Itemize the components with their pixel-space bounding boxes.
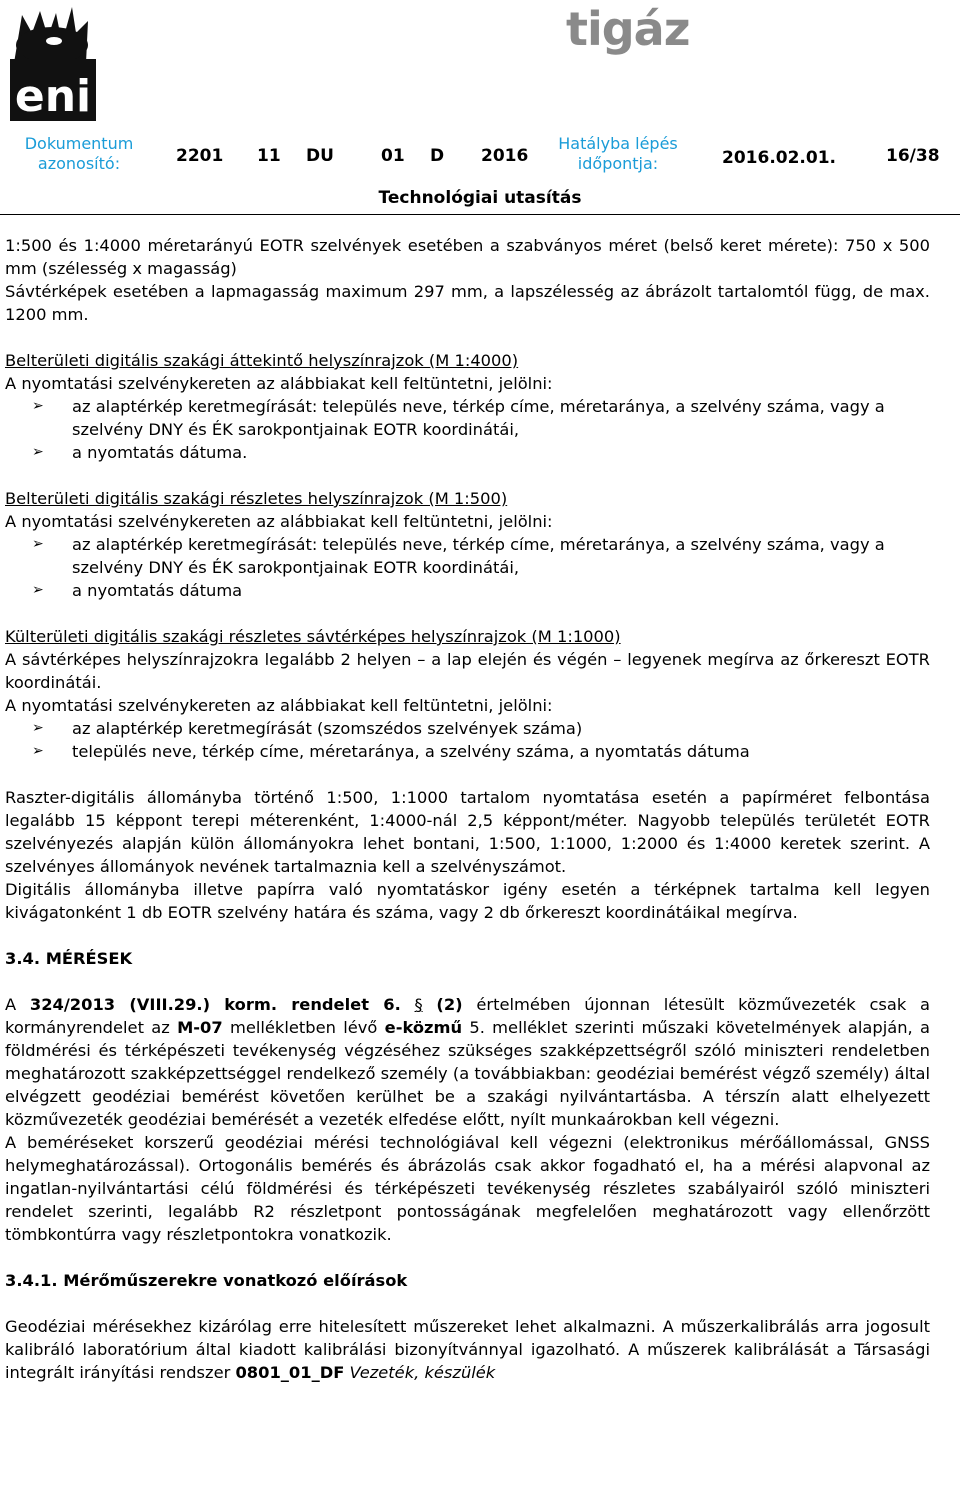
doc-id-part-5: D <box>430 146 445 166</box>
document-body <box>5 234 930 1384</box>
paragraph-regulation: A 324/2013 (VIII.29.) korm. rendelet 6. § (2) értelmében újonnan létesült közművezeték csak a kormányrendelet az M-07 mellékletben lévő e-közmű 5. melléklet szerinti műszaki követelmények alapján, a földmérési és térképészeti tevékenység végzéséhez szükséges szakképzettségről szóló miniszteri rendeletben meghatározott szakképzettséggel rendelkező személy (a továbbiakban: geodéziai bemérést végző személy) által elvégzett geodéziai bemérést követően kerülhet be a szakági nyilvántartásba. A térszín alatt elhelyezett közművezeték geodéziai bemérését a vezeték elfedése előtt, nyílt munkaárokban kell végezni. <box>5 995 930 1129</box>
tigaz-logo: tigáz <box>566 2 690 56</box>
doc-id-label: Dokumentum azonosító: <box>24 134 134 173</box>
eni-logo-text: eni <box>14 71 92 121</box>
page-number: 16/38 <box>886 146 940 166</box>
arrow-bullet-icon: ➢ <box>32 582 44 598</box>
section-intro-outer: A nyomtatási szelvénykereten az alábbiakat kell feltüntetni, jelölni: <box>5 696 553 715</box>
arrow-bullet-icon: ➢ <box>32 743 44 759</box>
list-overview <box>5 395 930 464</box>
list-item: ➢ település neve, térkép címe, méretaránya, a szelvény száma, a nyomtatás dátuma <box>32 742 750 761</box>
paragraph-frame-size: 1:500 és 1:4000 méretarányú EOTR szelvények esetében a szabványos méret (belső keret mérete): 750 x 500 mm (szélesség x magasság) <box>5 236 930 278</box>
doc-id-part-2: 11 <box>257 146 281 166</box>
section-title-overview: Belterületi digitális szakági áttekintő helyszínrajzok (M 1:4000) <box>5 351 519 370</box>
list-item: ➢ az alaptérkép keretmegírását (szomszédos szelvények száma) <box>32 719 583 738</box>
heading-instruments: 3.4.1. Mérőműszerekre vonatkozó előírások <box>5 1271 408 1290</box>
list-item: ➢ a nyomtatás dátuma. <box>32 443 248 462</box>
doc-id-part-4: 01 <box>381 146 405 166</box>
section-title-outer: Külterületi digitális szakági részletes sávtérképes helyszínrajzok (M 1:1000) <box>5 627 621 646</box>
paragraph-technology: A beméréseket korszerű geodéziai mérési technológiával kell végezni (elektronikus mérőállomással, GNSS helymeghatározással). Ortogonális bemérés és ábrázolás csak akkor fogadható el, ha a mérési alapvonal az ingatlan-nyilvántartási célú földmérési és térképészeti tevékenység részletes szabályairól szóló miniszteri rendelet szerinti, legalább R2 részletpont pontosságának megfelelően meghatározott vagy ellenőrzött tömbkontúrra vagy részletpontokra vonatkozik. <box>5 1133 930 1244</box>
section-intro-detailed: A nyomtatási szelvénykereten az alábbiakat kell feltüntetni, jelölni: <box>5 512 553 531</box>
doc-id-part-6: 2016 <box>481 146 529 166</box>
section-title-detailed: Belterületi digitális szakági részletes helyszínrajzok (M 1:500) <box>5 489 508 508</box>
arrow-bullet-icon: ➢ <box>32 720 44 736</box>
paragraph-strip-map: Sávtérképek esetében a lapmagasság maximum 297 mm, a lapszélesség az ábrázolt tartalomtól függ, de max. 1200 mm. <box>5 282 930 324</box>
list-item: ➢ a nyomtatás dátuma <box>32 581 243 600</box>
header-rule <box>0 214 960 215</box>
arrow-bullet-icon: ➢ <box>32 398 44 414</box>
list-outer <box>5 717 930 763</box>
paragraph-raster: Raszter-digitális állományba történő 1:500, 1:1000 tartalom nyomtatása esetén a papírméret felbontása legalább 15 képpont terepi méterenként, 1:4000-nál 2,5 képpont/méter. Nagyobb település területét EOTR szelvényezés alapján külön állományokra lehet bontani, 1:500, 1:1000, 1:2000 és 1:4000 keretek szerint. A szelvényes állományok nevének tartalmaznia kell a szelvényszámot. <box>5 788 930 876</box>
doc-id-part-3: DU <box>306 146 334 166</box>
list-item: ➢ az alaptérkép keretmegírását: település neve, térkép címe, méretaránya, a szelvény száma, vagy a szelvény DNY és ÉK sarokpontjainak EOTR koordinátái, <box>32 535 885 577</box>
arrow-bullet-icon: ➢ <box>32 536 44 552</box>
doc-id-part-1: 2201 <box>176 146 224 166</box>
paragraph-cross-coords: A sávtérképes helyszínrajzokra legalább 2 helyen – a lap elején és végén – legyenek megírva az őrkereszt EOTR koordinátái. <box>5 650 930 692</box>
arrow-bullet-icon: ➢ <box>32 444 44 460</box>
document-header <box>0 134 960 214</box>
document-subtitle: Technológiai utasítás <box>378 188 582 208</box>
effective-date-label: Hatályba lépés időpontja: <box>558 134 678 173</box>
effective-date: 2016.02.01. <box>722 148 837 168</box>
list-item: ➢ az alaptérkép keretmegírását: település neve, térkép címe, méretaránya, a szelvény száma, vagy a szelvény DNY és ÉK sarokpontjainak EOTR koordinátái, <box>32 397 885 439</box>
heading-measurements: 3.4. MÉRÉSEK <box>5 949 133 968</box>
eni-logo <box>4 3 100 121</box>
section-intro-overview: A nyomtatási szelvénykereten az alábbiakat kell feltüntetni, jelölni: <box>5 374 553 393</box>
list-detailed <box>5 533 930 602</box>
paragraph-digital-print: Digitális állományba illetve papírra való nyomtatáskor igény esetén a térképnek tartalma kell legyen kivágatonként 1 db EOTR szelvény határa és száma, vagy 2 db őrkereszt koordinátáikal megírva. <box>5 880 930 922</box>
paragraph-calibration: Geodéziai mérésekhez kizárólag erre hitelesített műszereket lehet alkalmazni. A műszerkalibrálás arra jogosult kalibráló laboratórium által kiadott kalibrálási bizonyítvánnyal igazolható. A műszerek kalibrálását a Társasági integrált irányítási rendszer 0801_01_DF Vezeték, készülék <box>5 1317 930 1382</box>
